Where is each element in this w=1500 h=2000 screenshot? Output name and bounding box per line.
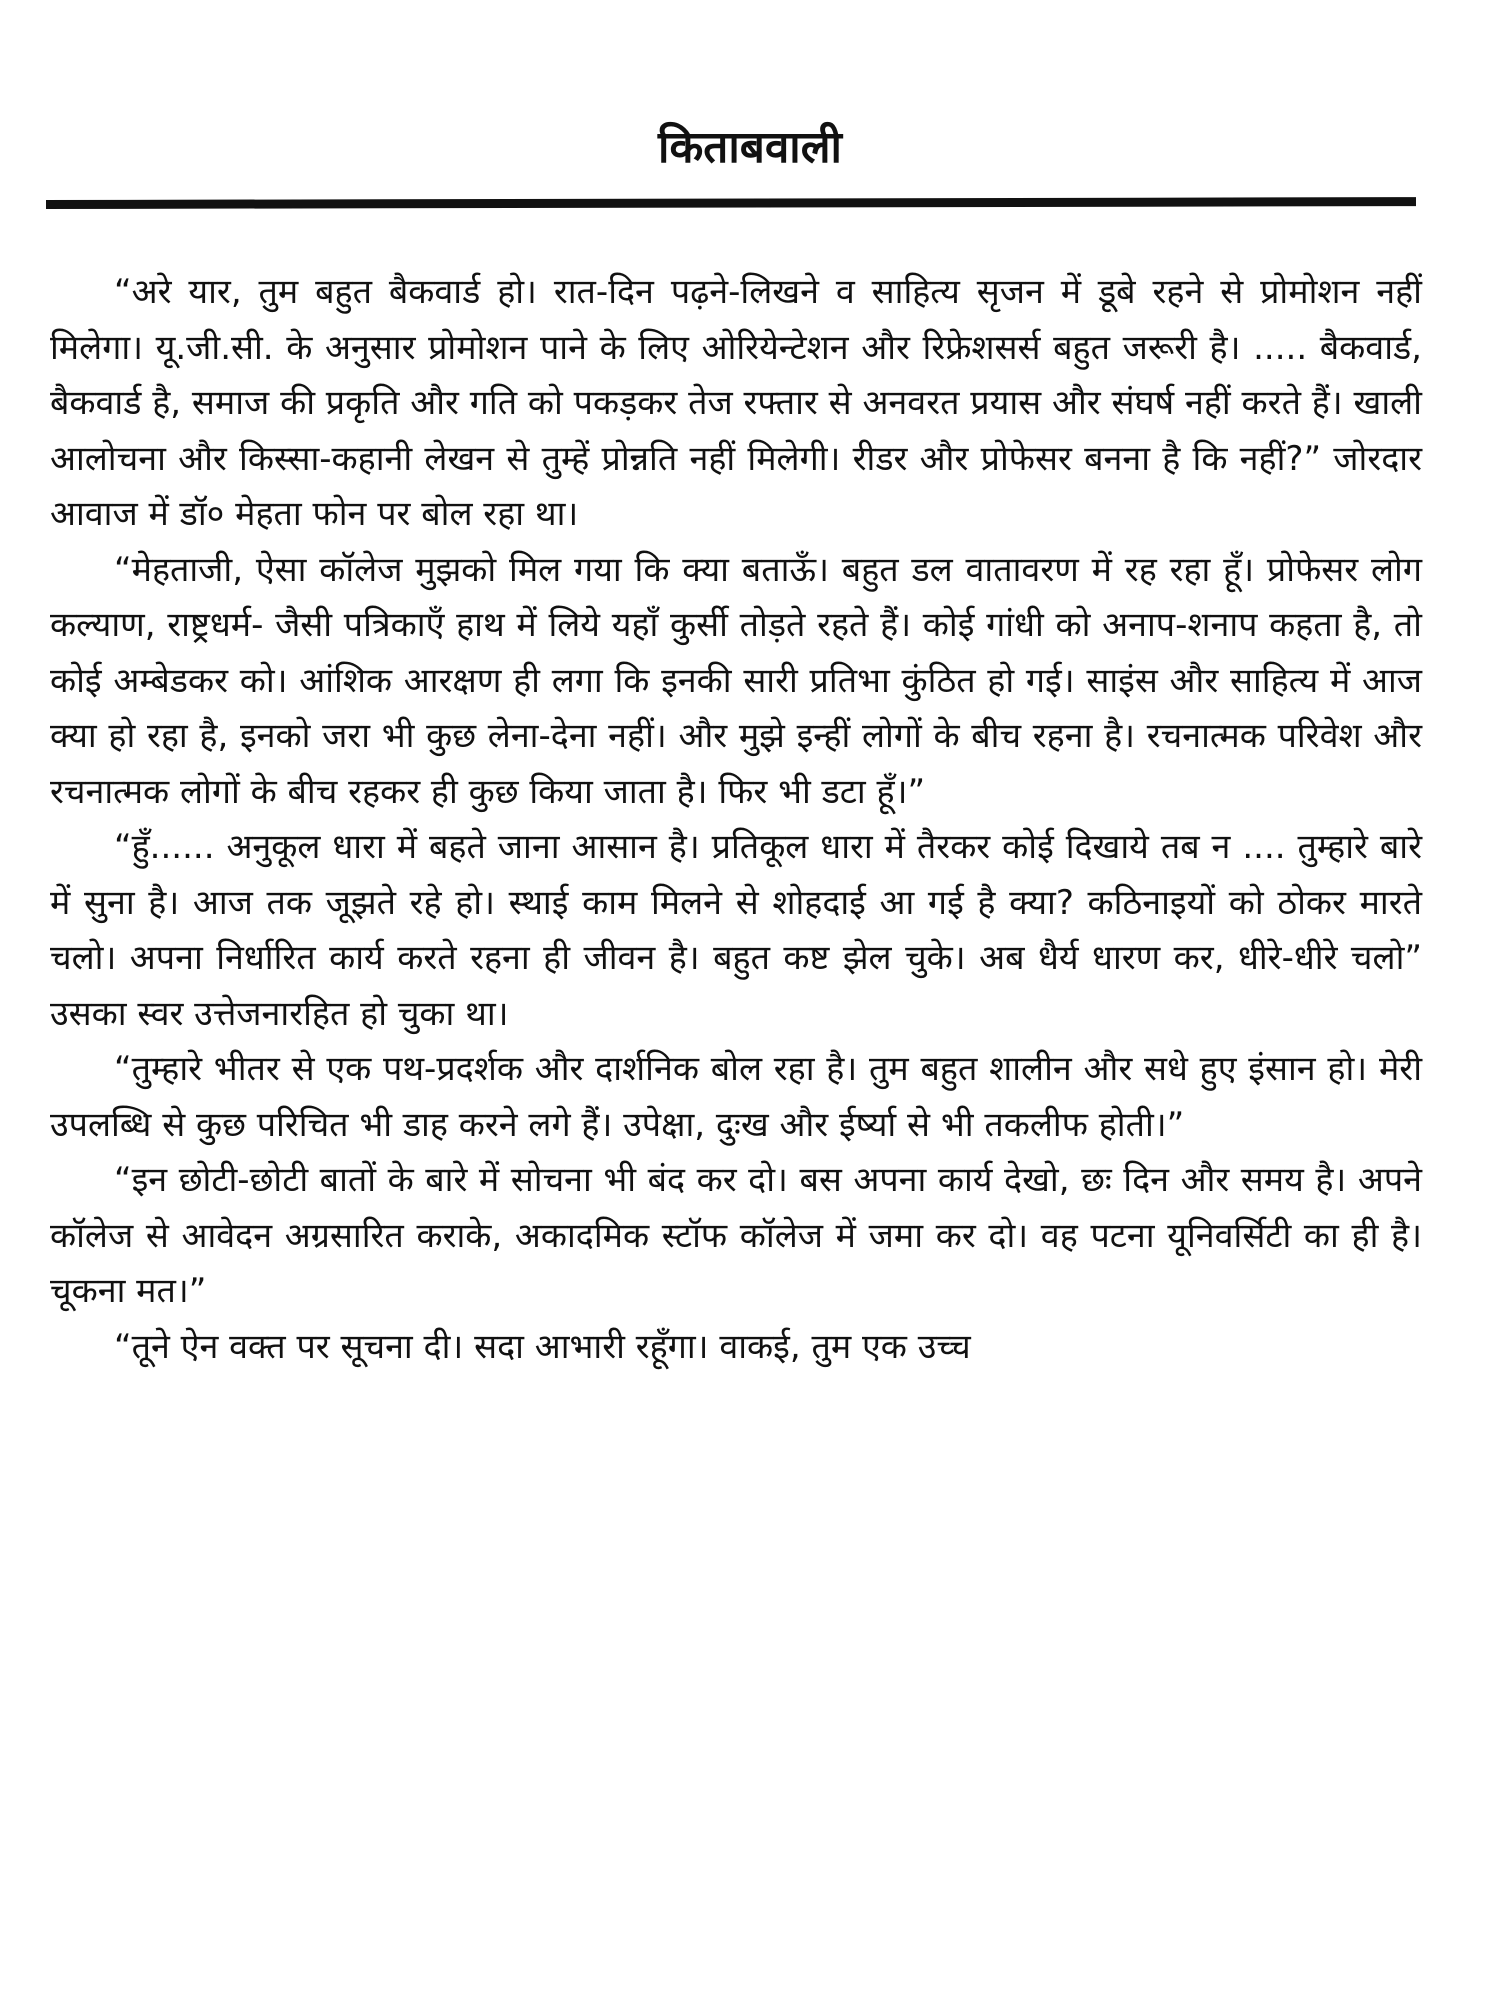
title-divider xyxy=(46,197,1416,209)
paragraph: “अरे यार, तुम बहुत बैकवार्ड हो। रात-दिन पढ़ने-लिखने व साहित्य सृजन में डूबे रहने से प्रोमोशन नहीं मिलेगा। यू.जी.सी. के अनुसार प्रोमोशन पाने के लिए ओरियेन्टेशन और रिफ्रेशसर्स बहुत जरूरी है। ..... बैकवार्ड, बैकवार्ड है, समाज की प्रकृति और गति को पकड़कर तेज रफ्तार से अनवरत प्रयास और संघर्ष नहीं करते हैं। खाली आलोचना और किस्सा-कहानी लेखन से तुम्हें प्रोन्नति नहीं मिलेगी। रीडर और प्रोफेसर बनना है कि नहीं?” जोरदार आवाज में डॉ० मेहता फोन पर बोल रहा था। xyxy=(50,272,1422,534)
paragraph: “हुँ...... अनुकूल धारा में बहते जाना आसान है। प्रतिकूल धारा में तैरकर कोई दिखाये तब न .... तुम्हारे बारे में सुना है। आज तक जूझते रहे हो। स्थाई काम मिलने से शोहदाई आ गई है क्या? कठिनाइयों को ठोकर मारते चलो। अपना निर्धारित कार्य करते रहना ही जीवन है। बहुत कष्ट झेल चुके। अब धैर्य धारण कर, धीरे-धीरे चलो” उसका स्वर उत्तेजनारहित हो चुका था। xyxy=(50,827,1422,1034)
paragraph: “इन छोटी-छोटी बातों के बारे में सोचना भी बंद कर दो। बस अपना कार्य देखो, छः दिन और समय है। अपने कॉलेज से आवेदन अग्रसारित कराके, अकादमिक स्टॉफ कॉलेज में जमा कर दो। वह पटना यूनिवर्सिटी का ही है। चूकना मत।” xyxy=(50,1160,1422,1311)
paragraph: “मेहताजी, ऐसा कॉलेज मुझको मिल गया कि क्या बताऊँ। बहुत डल वातावरण में रह रहा हूँ। प्रोफेसर लोग कल्याण, राष्ट्रधर्म- जैसी पत्रिकाएँ हाथ में लिये यहाँ कुर्सी तोड़ते रहते हैं। कोई गांधी को अनाप-शनाप कहता है, तो कोई अम्बेडकर को। आंशिक आरक्षण ही लगा कि इनकी सारी प्रतिभा कुंठित हो गई। साइंस और साहित्य में आज क्या हो रहा है, इनको जरा भी कुछ लेना-देना नहीं। और मुझे इन्हीं लोगों के बीच रहना है। रचनात्मक परिवेश और रचनात्मक लोगों के बीच रहकर ही कुछ किया जाता है। फिर भी डटा हूँ।” xyxy=(50,549,1422,812)
paragraph: “तुम्हारे भीतर से एक पथ-प्रदर्शक और दार्शनिक बोल रहा है। तुम बहुत शालीन और सधे हुए इंसान हो। मेरी उपलब्धि से कुछ परिचित भी डाह करने लगे हैं। उपेक्षा, दुःख और ईर्ष्या से भी तकलीफ होती।” xyxy=(50,1049,1422,1145)
page-title: किताबवाली xyxy=(658,122,842,173)
paragraph: “तूने ऐन वक्त पर सूचना दी। सदा आभारी रहूँगा। वाकई, तुम एक उच्च xyxy=(114,1326,971,1367)
body-text xyxy=(50,265,1422,1375)
